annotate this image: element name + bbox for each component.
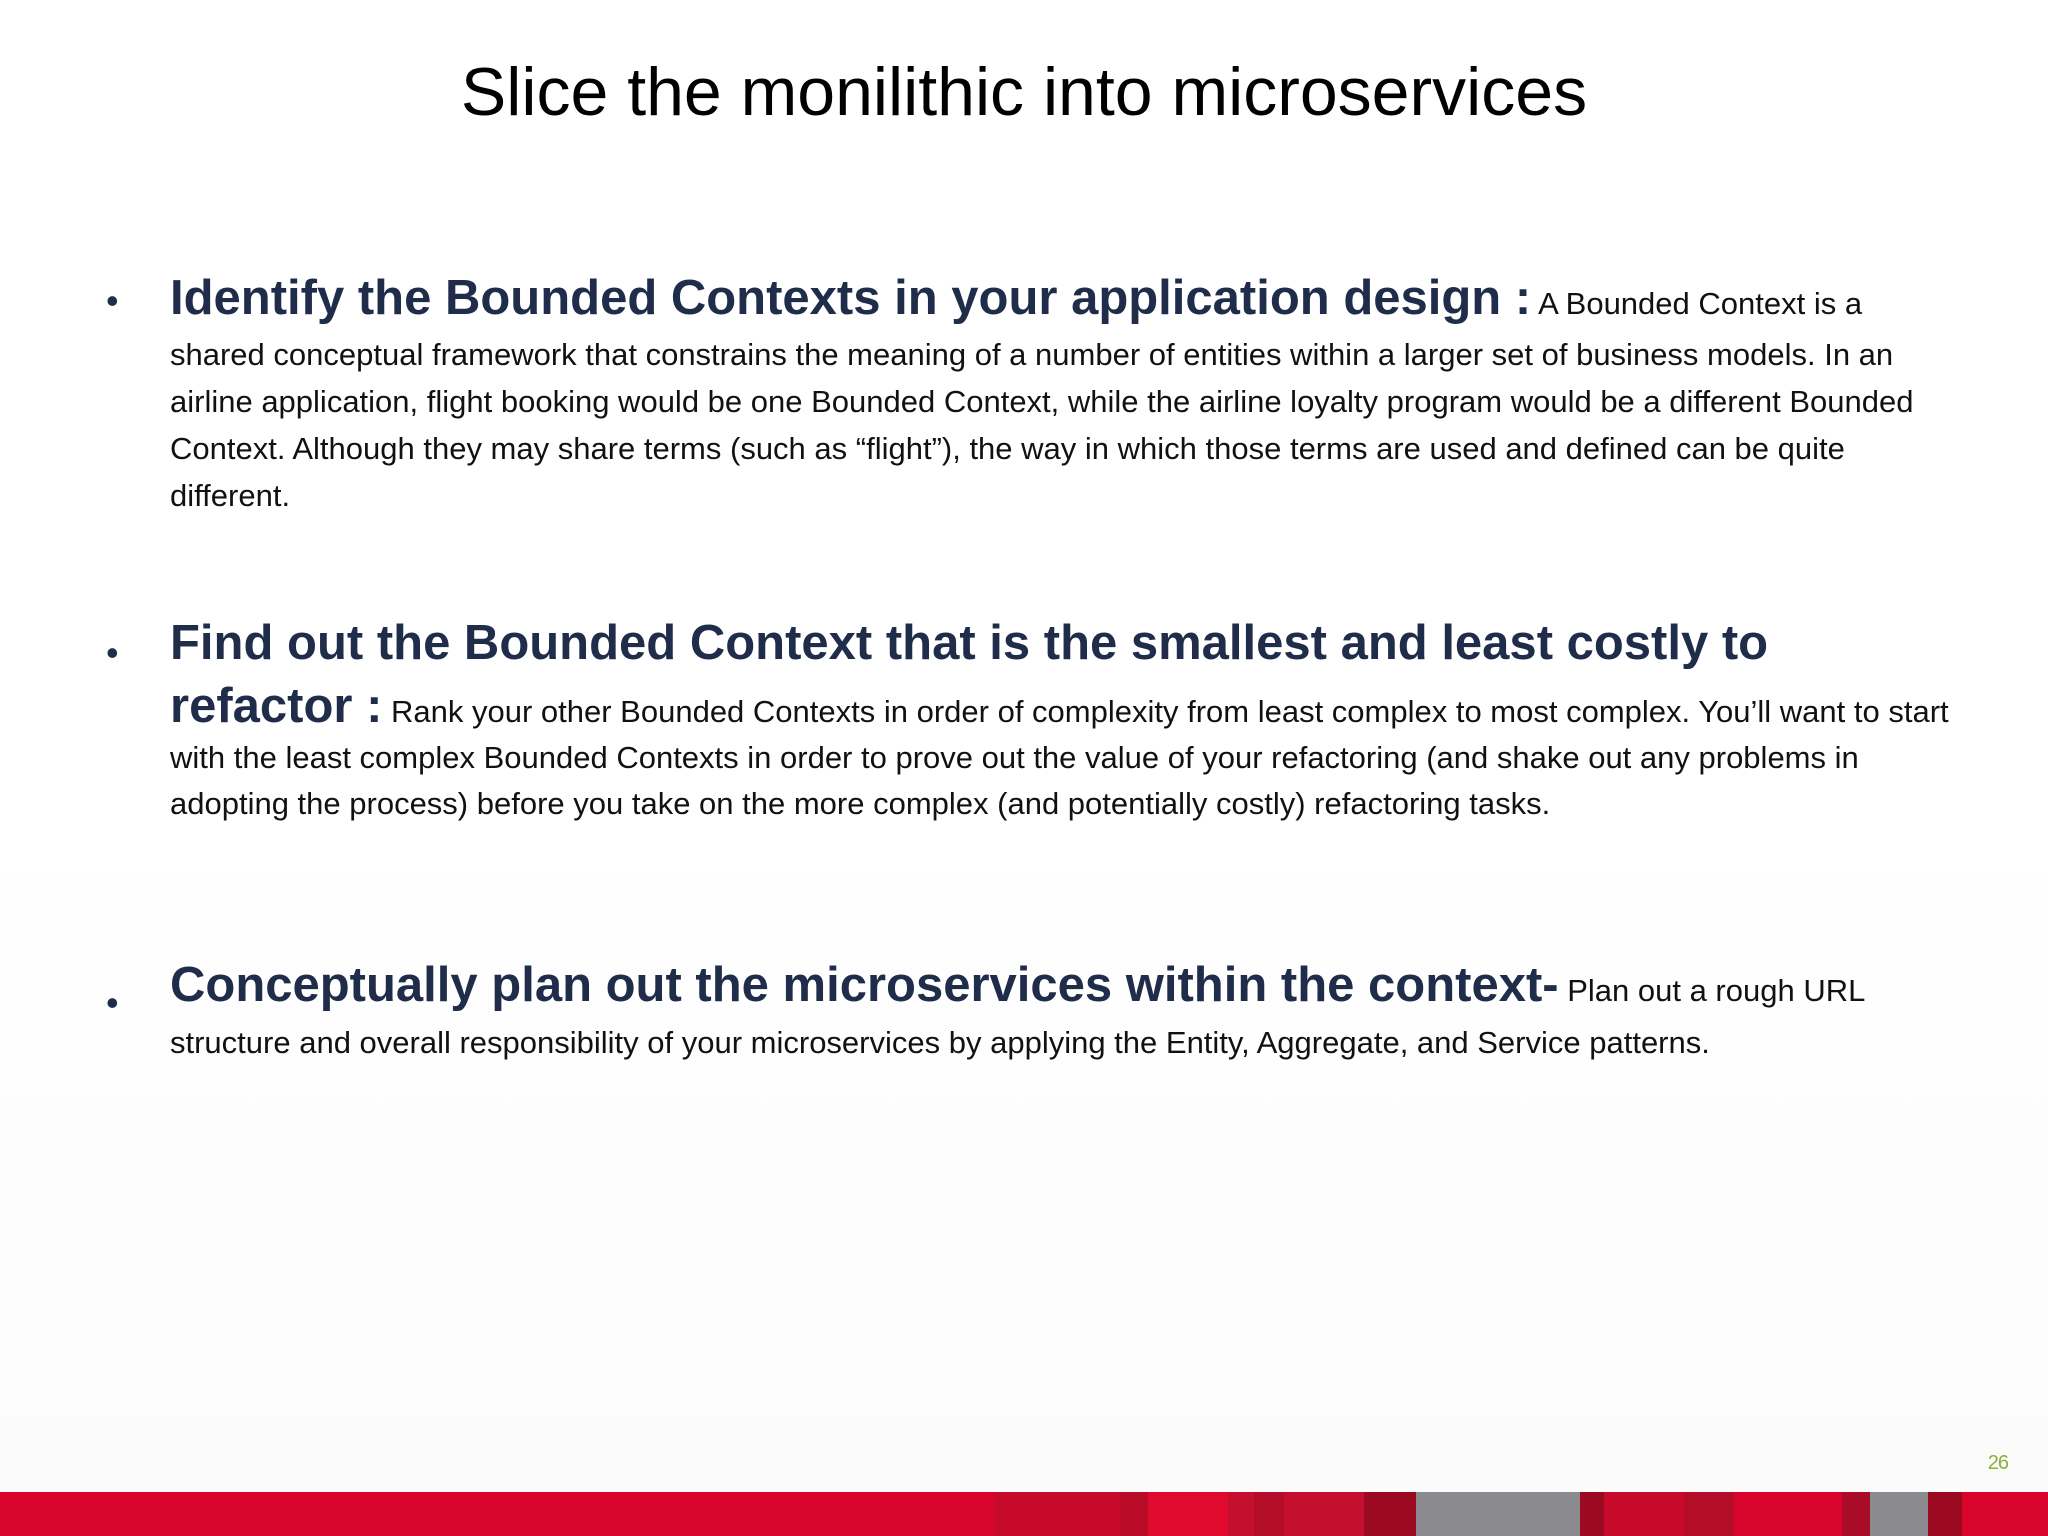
footer-segment xyxy=(1254,1492,1284,1536)
bullet-item-identify-bounded-contexts xyxy=(106,262,1950,522)
footer-segment xyxy=(1842,1492,1870,1536)
footer-segment xyxy=(1416,1492,1580,1536)
bullet-item-plan-microservices xyxy=(106,958,1950,1072)
bullet-item-smallest-context xyxy=(106,612,1950,830)
bullet-body: A Bounded Context is a shared conceptual framework that constrains the meaning of a number of entities within a larger set of business models. In an airline application, flight booking would be one Bounded Context, while the airline loyalty program would be a different Bounded Context. Although they may share terms (such as “flight”), the way in which those terms are used and defined can be quite different. xyxy=(170,286,1914,513)
footer-segment xyxy=(994,1492,1120,1536)
bullet-heading: Conceptually plan out the microservices within the context- xyxy=(170,958,1559,1012)
bullet-dot-icon: • xyxy=(106,982,119,1023)
footer-segment xyxy=(1928,1492,1962,1536)
footer-segment xyxy=(1580,1492,1604,1536)
footer-segment xyxy=(1870,1492,1928,1536)
footer-segment xyxy=(1604,1492,1684,1536)
footer-segment xyxy=(1962,1492,2048,1536)
bullet-dot-icon: • xyxy=(106,632,119,673)
page-number: 26 xyxy=(1987,1452,2008,1474)
footer-segment xyxy=(1120,1492,1148,1536)
footer-segment xyxy=(1284,1492,1364,1536)
footer-segment xyxy=(1734,1492,1842,1536)
footer-segment xyxy=(1364,1492,1416,1536)
bullet-body: Plan out a rough URL structure and overall responsibility of your microservices by applying the Entity, Aggregate, and Service patterns. xyxy=(170,973,1865,1060)
bullet-heading: Identify the Bounded Contexts in your application design : xyxy=(170,271,1532,325)
footer-segment xyxy=(1684,1492,1734,1536)
footer-color-band xyxy=(0,1492,2048,1536)
bullet-heading: Find out the Bounded Context that is the smallest and least costly to refactor : xyxy=(170,616,1769,733)
footer-segment xyxy=(1148,1492,1228,1536)
footer-segment xyxy=(1228,1492,1254,1536)
footer-segment xyxy=(0,1492,994,1536)
bullet-dot-icon: • xyxy=(106,280,119,321)
slide-title: Slice the monilithic into microservices xyxy=(460,54,1588,130)
bullet-body: Rank your other Bounded Contexts in order of complexity from least complex to most complex. You’ll want to start with the least complex Bounded Contexts in order to prove out the value of your refactoring (and shake out any problems in adopting the process) before you take on the more complex (and potentially costly) refactoring tasks. xyxy=(170,694,1949,821)
